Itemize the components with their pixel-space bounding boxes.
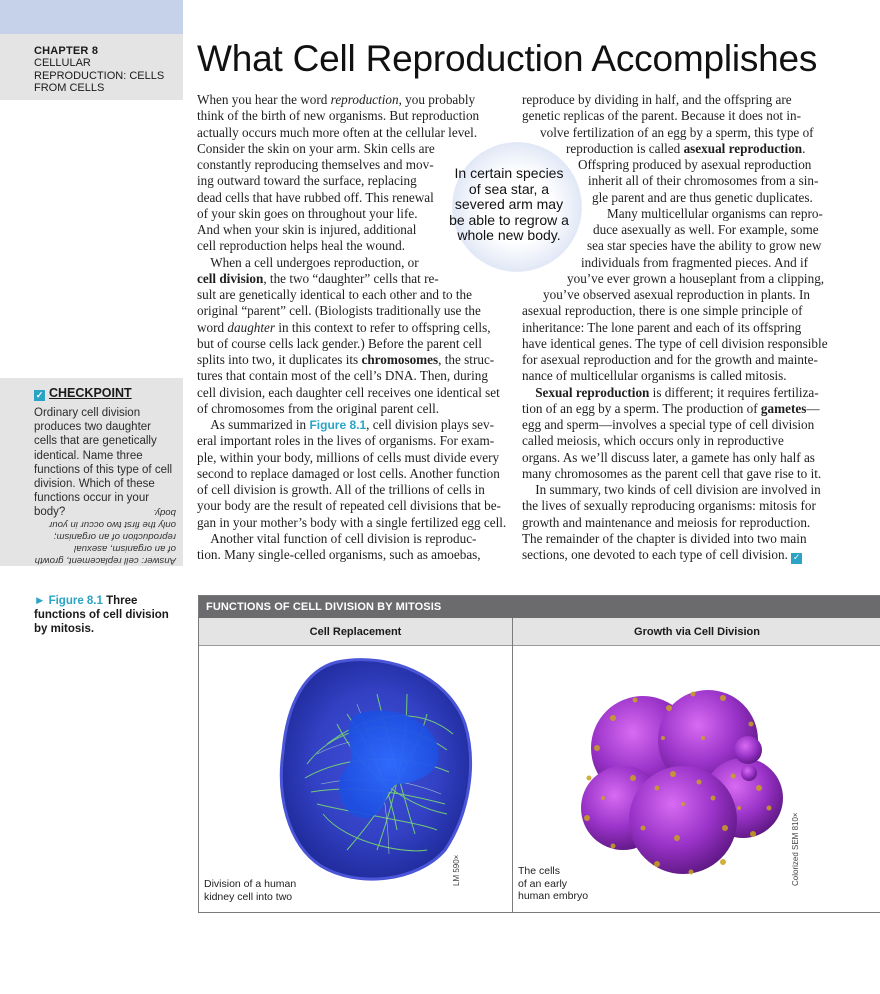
body-column-right-wrap-9: individuals from fragmented pieces. And if — [581, 254, 809, 270]
body-column-right-wrap-8: sea star species have the ability to grow new — [587, 238, 822, 254]
panel-title-growth: Growth via Cell Division — [513, 618, 880, 646]
check-icon: ✓ — [35, 390, 44, 400]
magnification-sem: Colorized SEM 810× — [791, 812, 800, 886]
pull-quote: In certain species of sea star, a severed arm may be able to regrow a whole new body. — [449, 165, 569, 243]
body-column-right-wrap-2: reproduction is called asexual reproduction. — [566, 140, 806, 156]
body-column-right-rest: asexual reproduction, there is one simple principle of inheritance: The lone parent and each of its offspring have identical genes. The type of cell division responsible for asexual reproduction and for the growth and mainte- nance of multicellular organisms is called mitosis. Sexual reproduction is different; it requires fertiliza- tion of an egg by a sperm. The production of gametes— egg and sperm—involves a special type of cell division called meiosis, which occurs only in reproductive organs. As we’ll discuss later, a gamete has only half as many chromosomes as the parent cell that gave rise to it. In summary, two kinds of cell division are involved in the lives of sexually reproducing organisms: mitosis for growth and maintenance and meiosis for reproduction. The remainder of the chapter is divided into two main sections, one devoted to each type of cell division. ✓ — [522, 303, 828, 563]
section-end-check-icon: ✓ — [792, 553, 801, 563]
figure-caption — [34, 594, 174, 636]
panel-title-cell-replacement: Cell Replacement — [199, 618, 512, 646]
caption-kidney-line2: kidney cell into two — [204, 890, 293, 903]
page-title: What Cell Reproduction Accomplishes — [197, 38, 818, 79]
body-column-right: reproduce by dividing in half, and the offspring are genetic replicas of the parent. Because it does not in- — [522, 92, 802, 124]
checkpoint-heading-text: CHECKPOINT — [49, 386, 132, 400]
checkpoint-heading — [34, 386, 132, 401]
caption-embryo — [518, 865, 588, 903]
kidney-cell-micrograph — [277, 654, 477, 886]
figure-label[interactable]: ► Figure 8.1 — [34, 595, 103, 607]
chapter-tab — [0, 0, 183, 34]
checkpoint-box — [0, 378, 183, 566]
body-column-right-wrap-3: Offspring produced by asexual reproduction — [578, 157, 812, 172]
caption-embryo-line2: of an early — [518, 877, 568, 890]
chapter-title: CELLULAR REPRODUCTION: CELLS FROM CELLS — [34, 57, 165, 94]
figure-panel — [198, 595, 880, 913]
chapter-number: CHAPTER 8 — [34, 45, 99, 57]
body-column-right-wrap-7: duce asexually as well. For example, some — [593, 222, 819, 237]
caption-embryo-line1: The cells — [518, 865, 561, 877]
caption-kidney-line1: Division of a human — [204, 878, 297, 890]
caption-embryo-line3: human embryo — [518, 890, 589, 902]
figure-header: FUNCTIONS OF CELL DIVISION BY MITOSIS — [199, 596, 880, 618]
embryo-micrograph — [573, 678, 783, 878]
figure-caption-text: Three functions of cell division by mitosis. — [34, 595, 169, 635]
body-column-right-wrap-6: Many multicellular organisms can repro- — [607, 205, 823, 221]
checkpoint-question: Ordinary cell division produces two daughter cells that are genetically identical. Name three functions of this type of cell division. Which of these functions occur in your body? — [34, 407, 173, 519]
body-column-right-wrap-10: you’ve ever grown a houseplant from a clipping, — [567, 270, 825, 286]
body-column-right-wrap-11: you’ve observed asexual reproduction in plants. In — [543, 287, 810, 302]
body-column-right-wrap-5: gle parent and are thus genetic duplicates. — [592, 189, 813, 205]
checkpoint-answer-inverted: Answer: cell replacement, growth of an organism, asexual reproduction of an organism; only the first two occur in your body. — [34, 507, 176, 566]
body-column-right-wrap-4: inherit all of their chromosomes from a sin- — [588, 173, 819, 189]
chapter-header-box — [0, 0, 183, 100]
body-column-right-wrap-1: volve fertilization of an egg by a sperm, this type of — [540, 124, 814, 140]
panel-divider — [512, 618, 513, 913]
caption-kidney-cell — [204, 878, 296, 903]
body-column-left: When you hear the word reproduction, you probably think of the birth of new organisms. But reproduction actually occurs much more often at the cellular level. Consider the skin on your arm. Skin cells are constantly reproducing themselves and mov- ing outward toward the surface, replacing dead cells that have rubbed off. This renewal of your skin goes on throughout your life. And when your skin is injured, additional cell reproduction helps heal the wound. When a cell undergoes reproduction, or cell division, the two “daughter” cells that re- sult are genetically identical to each other and to the original “parent” cell. (Biologists traditionally use the word daughter in this context to refer to offspring cells, but of course cells lack gender.) Before the parent cell splits into two, it duplicates its chromosomes, the struc- tures that contain most of the cell’s DNA. Then, during cell division, each daughter cell receives one identical set of chromosomes from the original parent cell. As summarized in Figure 8.1, cell division plays sev- eral important roles in the lives of organisms. For exam- ple, within your body, millions of cells must divide every second to replace damaged or lost cells. Another function of cell division is growth. All of the trillions of cells in your body are the result of repeated cell divisions that be- gan in your mother’s body with a single fertilized egg cell. Another vital function of cell division is reproduc- tion. Many single-celled organisms, such as amoebas, — [197, 92, 507, 562]
magnification-lm: LM 590× — [452, 854, 461, 886]
